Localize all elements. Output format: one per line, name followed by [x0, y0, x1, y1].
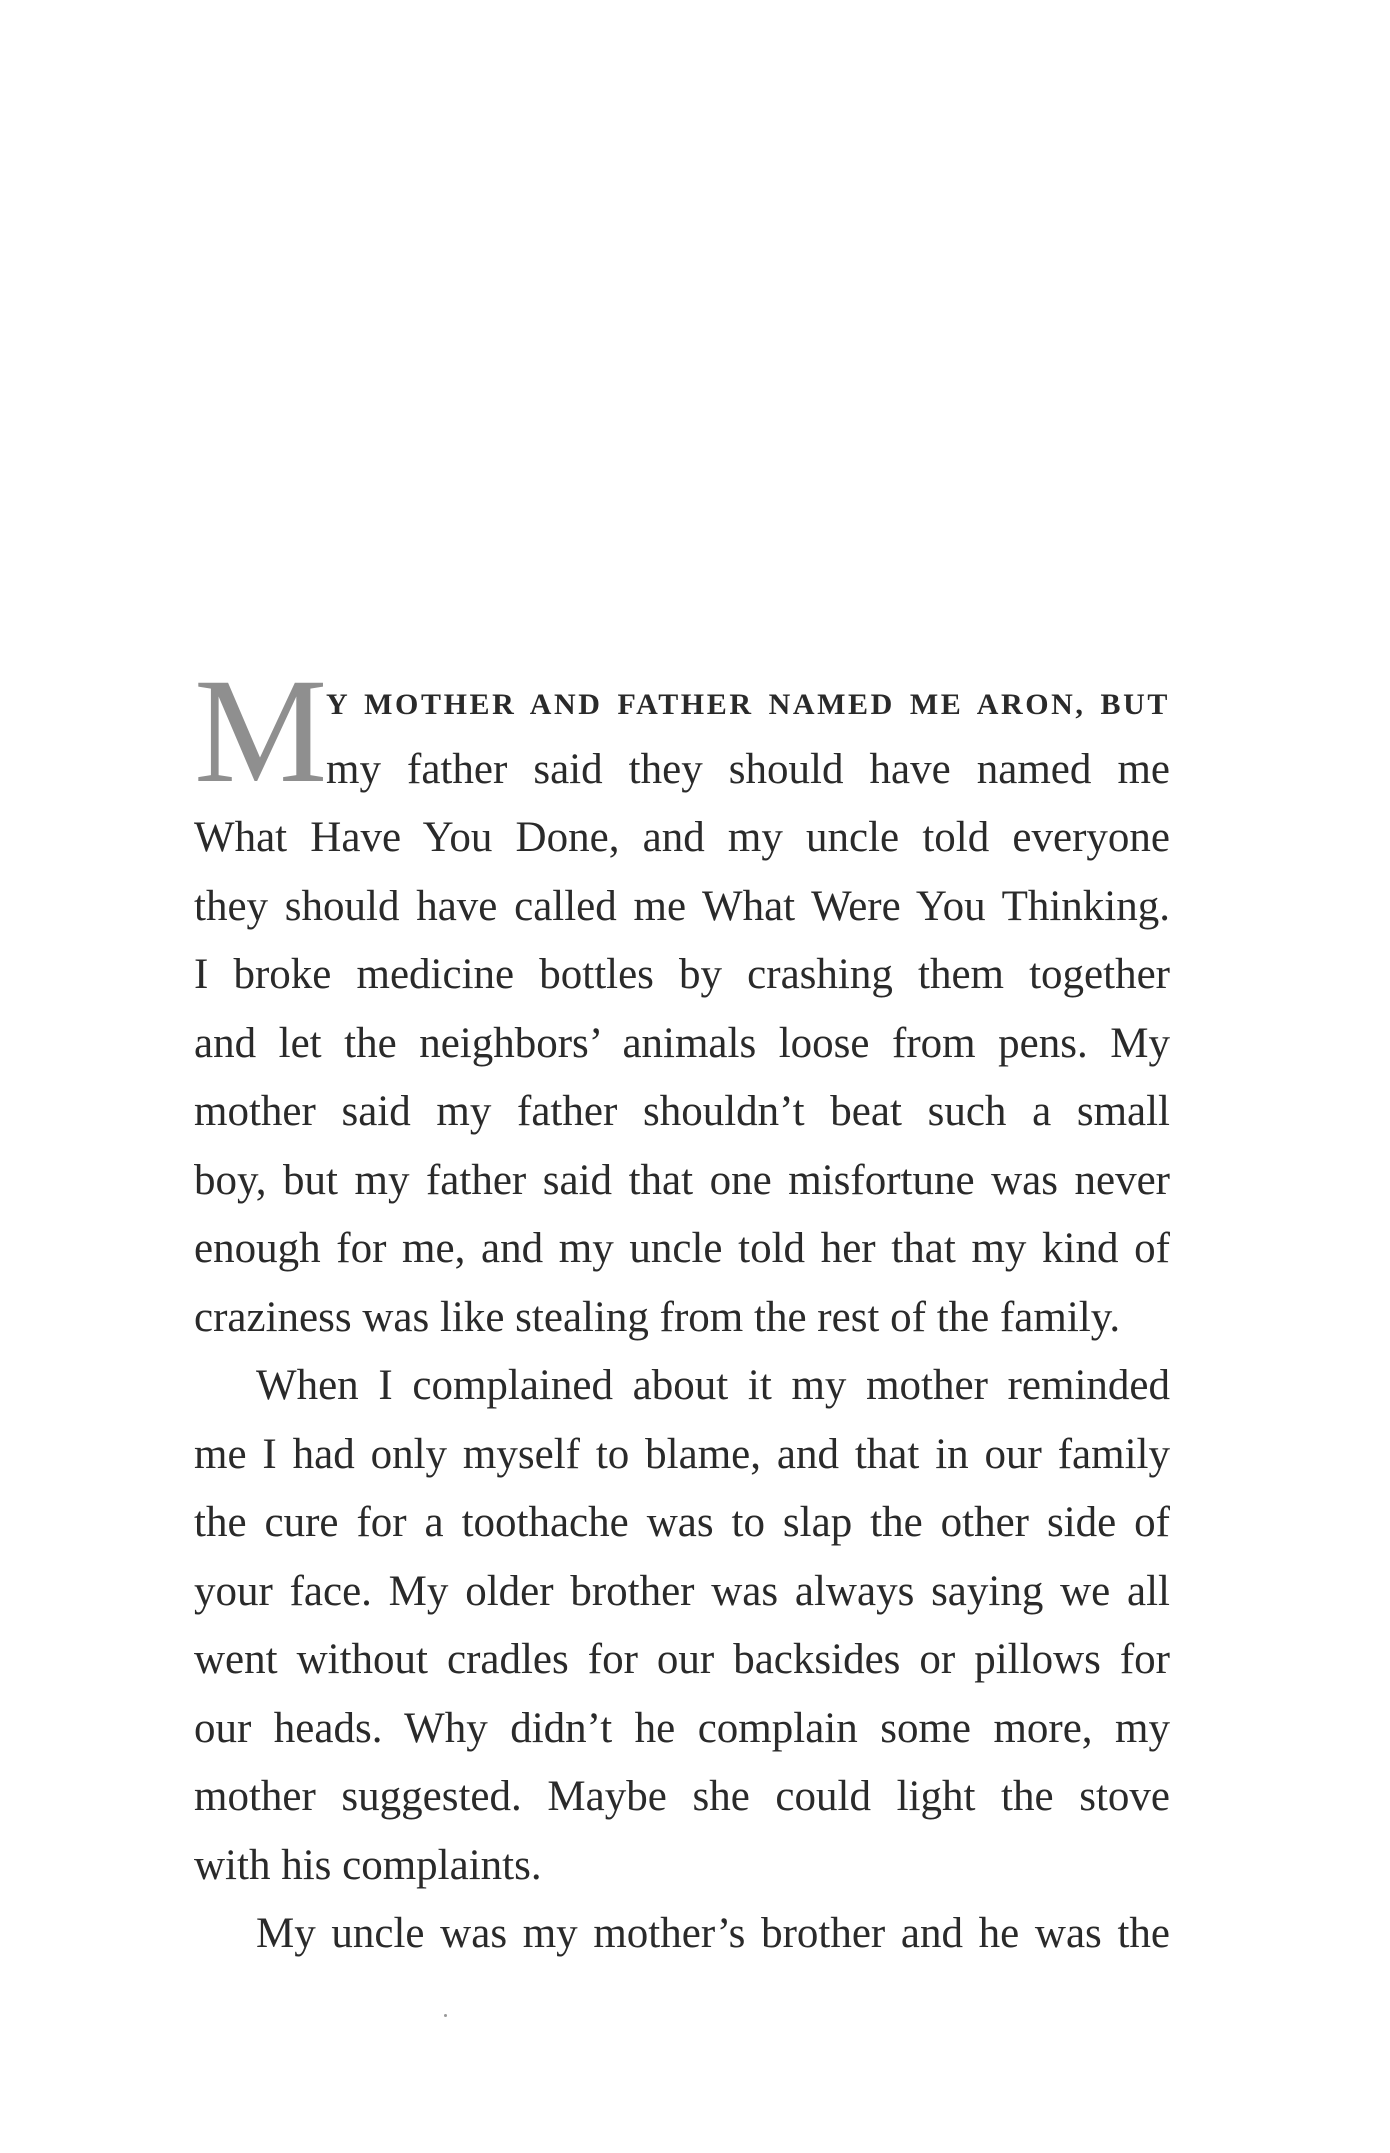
- paragraph-start-line: When I complained about it my mother reminded: [256, 1362, 1170, 1409]
- text-line: our heads. Why didn’t he complain some more, my: [194, 1704, 1170, 1752]
- paragraph-start-line: My uncle was my mother’s brother and he was the: [256, 1910, 1170, 1957]
- text-line: mother said my father shouldn’t beat such a small: [194, 1088, 1170, 1135]
- text-line: boy, but my father said that one misfortune was never: [194, 1156, 1170, 1204]
- text-line: went without cradles for our backsides or pillows for: [194, 1636, 1170, 1683]
- text-line: the cure for a toothache was to slap the other side of: [194, 1499, 1170, 1546]
- page-body: [194, 648, 1170, 1969]
- opening-smallcaps: Y MOTHER AND FATHER NAMED ME ARON, BUT: [326, 688, 1170, 721]
- text-line: mother suggested. Maybe she could light the stove: [194, 1773, 1170, 1820]
- drop-cap: M: [194, 648, 328, 814]
- text-line: me I had only myself to blame, and that in our family: [194, 1430, 1170, 1478]
- text-line: my father said they should have named me: [326, 745, 1170, 793]
- text-line: I broke medicine bottles by crashing them together: [194, 951, 1170, 998]
- paper-speck: [444, 2014, 447, 2017]
- text-line: they should have called me What Were You Thinking.: [194, 882, 1170, 930]
- text-line: your face. My older brother was always saying we all: [194, 1567, 1170, 1615]
- text-line: enough for me, and my uncle told her that my kind of: [194, 1225, 1170, 1272]
- text-line: with his complaints.: [194, 1841, 542, 1889]
- text-line: craziness was like stealing from the rest of the family.: [194, 1293, 1121, 1341]
- text-line: and let the neighbors’ animals loose from pens. My: [194, 1019, 1170, 1067]
- text-line: What Have You Done, and my uncle told everyone: [194, 814, 1170, 861]
